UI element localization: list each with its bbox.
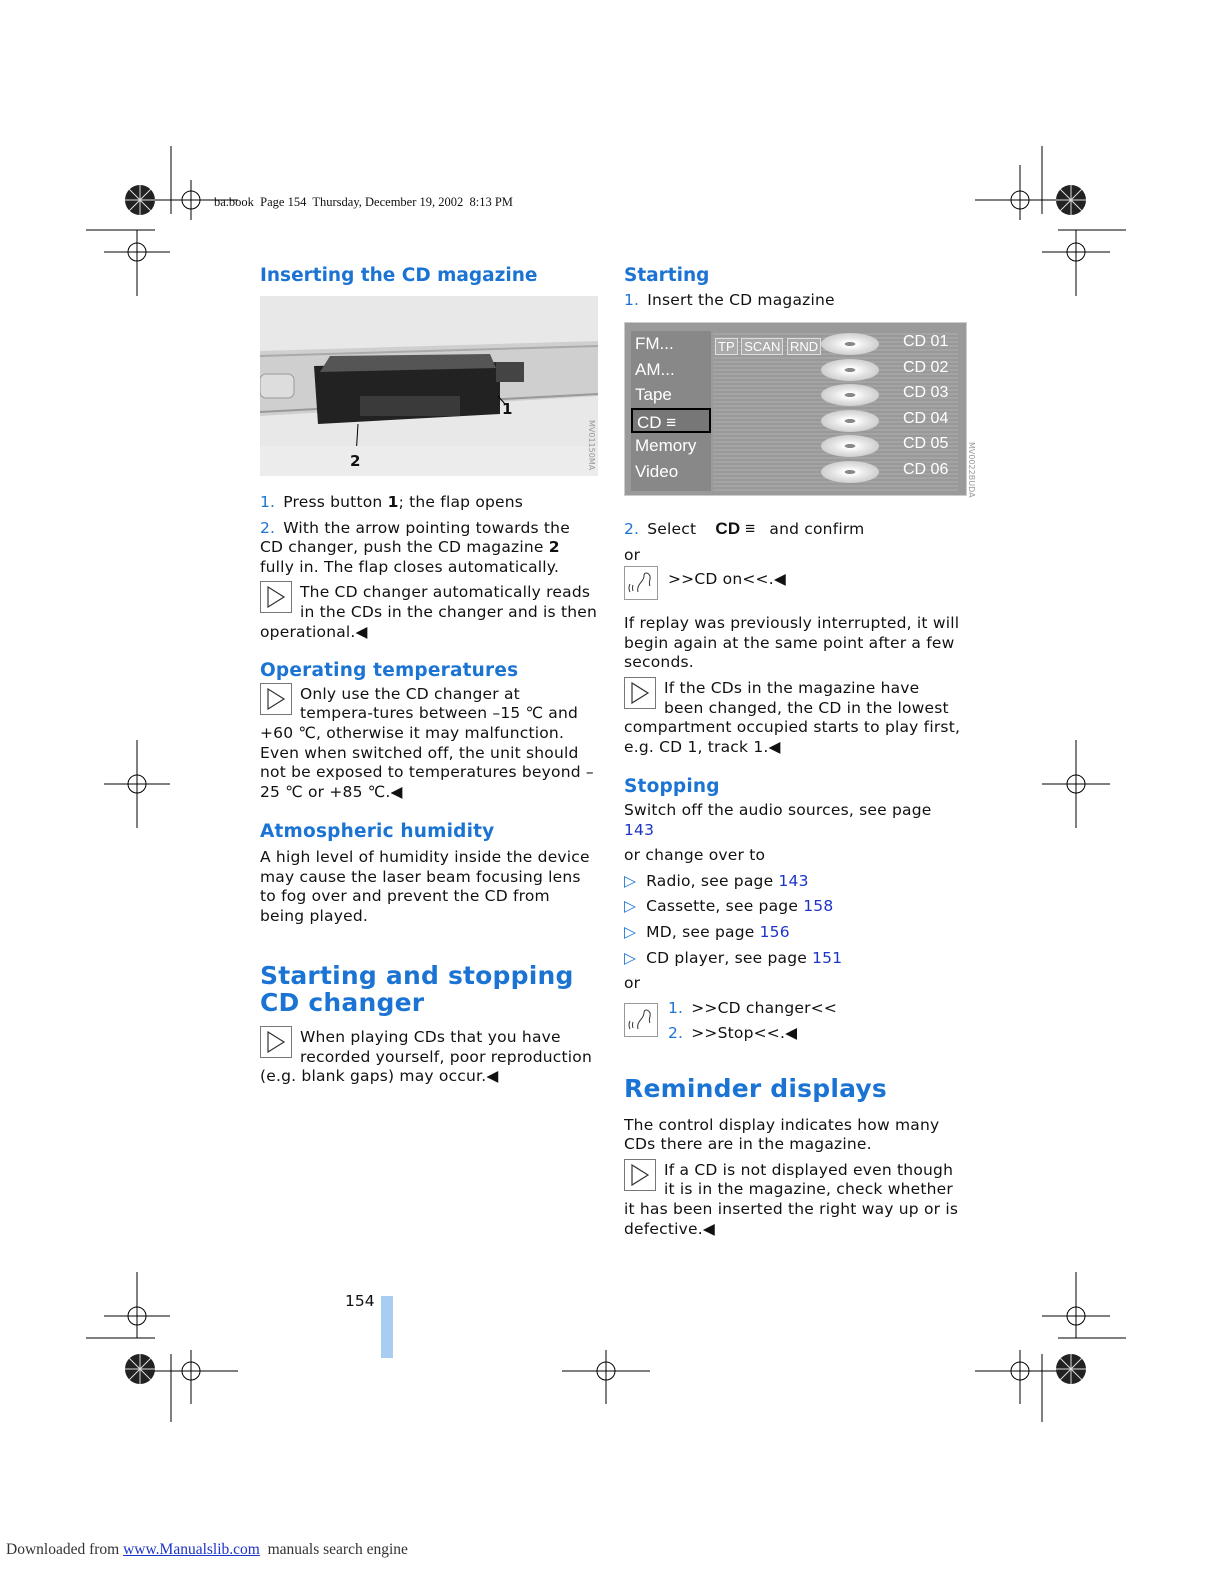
note-icon	[260, 581, 292, 613]
or-1: or	[624, 545, 641, 564]
right-step-1: 1. Insert the CD magazine	[624, 291, 835, 309]
voice-command-cd-on: >>CD on<<.◀	[624, 570, 964, 610]
section-title-stopping: Stopping	[624, 776, 720, 798]
bullet-arrow-icon: ▷	[624, 897, 637, 916]
section-title-starting-stopping: Starting and stopping CD changer	[260, 961, 574, 1018]
page-link[interactable]: 143	[624, 820, 655, 839]
voice-command-icon	[624, 1003, 658, 1037]
cd-row: CD 06	[713, 459, 958, 485]
tp-button: TP	[715, 338, 738, 355]
para-change-over: or change over to	[624, 846, 766, 865]
bullet-radio: ▷ Radio, see page 143	[624, 871, 809, 890]
control-display-screen	[624, 322, 967, 496]
note-not-displayed: If a CD is not displayed even though it is in the magazine, check whether it has been inserted the right way up or is defective.◀	[624, 1160, 959, 1238]
bullet-arrow-icon: ▷	[624, 871, 637, 890]
disc-icon	[821, 435, 879, 457]
bullet-cassette: ▷ Cassette, see page 158	[624, 897, 834, 916]
section-title-humidity: Atmospheric humidity	[260, 821, 495, 843]
section-title-inserting: Inserting the CD magazine	[260, 265, 538, 286]
section-title-temperatures: Operating temperatures	[260, 660, 519, 682]
voice-step-2: 2. >>Stop<<.◀	[668, 1024, 798, 1043]
note-auto-read: The CD changer automatically reads in the CDs in the changer and is then operational.◀	[260, 583, 598, 641]
disc-icon	[821, 333, 879, 355]
menu-item-memory: Memory	[635, 436, 697, 455]
step-2: 2. With the arrow pointing towards the CD changer, push the CD magazine 2 fully in. The flap closes automatically.	[260, 518, 570, 576]
bullet-arrow-icon: ▷	[624, 922, 637, 941]
para-reminder: The control display indicates how many CDs there are in the magazine.	[624, 1115, 940, 1154]
note-icon	[624, 677, 656, 709]
page-link[interactable]: 151	[812, 948, 843, 967]
figure-label-2: 2	[350, 452, 361, 470]
left-column-text	[260, 493, 598, 1087]
footer: Downloaded from www.Manualslib.com manuals search engine	[6, 1541, 408, 1558]
print-header: ba.book Page 154 Thursday, December 19, 2002 8:13 PM	[214, 195, 513, 209]
note-temperatures: Only use the CD changer at tempera-tures between –15 ℃ and +60 ℃, otherwise it may malfunction.	[260, 684, 579, 742]
bullet-arrow-icon: ▷	[624, 948, 637, 967]
screen-code: MV0022BUDA	[967, 442, 976, 498]
menu-item-video: Video	[635, 461, 679, 481]
cd-row: CD 05	[713, 433, 958, 459]
disc-icon	[821, 384, 879, 406]
section-title-starting: Starting	[624, 265, 710, 286]
para-switch-off: Switch off the audio sources, see page 143	[624, 800, 932, 839]
note-icon	[260, 683, 292, 715]
bullet-cd-player: ▷ CD player, see page 151	[624, 948, 843, 967]
disc-icon	[821, 461, 879, 483]
disc-icon	[821, 410, 879, 432]
step-1: 1. Press button 1; the flap opens	[260, 493, 524, 511]
disc-icon	[821, 359, 879, 381]
para-replay: If replay was previously interrupted, it will begin again at the same point after a few seconds.	[624, 614, 960, 672]
figure-code: MV01150MA	[587, 420, 596, 471]
scan-button: SCAN	[741, 338, 783, 355]
cd-list	[713, 331, 958, 491]
cd-row: CD 02	[713, 357, 958, 383]
menu-item-am: AM...	[635, 359, 675, 379]
page-tab-bar	[381, 1296, 393, 1358]
para-humidity: A high level of humidity inside the device may cause the laser beam focusing lens to fog over and prevent the CD from being played.	[260, 847, 590, 925]
or-2: or	[624, 974, 641, 993]
screen-menu	[631, 331, 711, 491]
manualslib-link[interactable]: www.Manualslib.com	[123, 1541, 260, 1558]
cd-row: CD 03	[713, 382, 958, 408]
note-icon	[260, 1026, 292, 1058]
menu-item-fm: FM...	[635, 334, 674, 353]
page-link[interactable]: 156	[759, 922, 790, 941]
cd-magazine-figure	[260, 296, 598, 476]
page-link[interactable]: 158	[803, 897, 834, 916]
note-lowest-cd: If the CDs in the magazine have been changed, the CD in the lowest compartment occupied starts to play first, e.g. CD 1, track 1.◀	[624, 678, 961, 756]
voice-command-stop	[624, 999, 964, 1049]
cd-row: CD 04	[713, 408, 958, 434]
menu-item-tape: Tape	[635, 385, 672, 404]
page-link[interactable]: 143	[778, 871, 809, 890]
rnd-button: RND	[787, 338, 821, 355]
menu-item-cd: CD ≡	[631, 408, 711, 434]
note-icon	[624, 1159, 656, 1191]
section-title-reminder: Reminder displays	[624, 1073, 887, 1103]
figure-label-1: 1	[502, 400, 513, 418]
bullet-md: ▷ MD, see page 156	[624, 922, 790, 941]
cd-menu-icon: CD ≡	[715, 519, 756, 538]
page-number: 154	[345, 1292, 375, 1310]
voice-command-icon	[624, 566, 658, 600]
note-own-cds: When playing CDs that you have recorded yourself, poor reproduction (e.g. blank gaps) may occur.◀	[260, 1028, 592, 1086]
right-step-2: 2. Select CD ≡ and confirm	[624, 519, 865, 538]
cd-row: CD 01	[713, 331, 958, 357]
right-column-text	[624, 519, 964, 1239]
voice-step-1: 1. >>CD changer<<	[668, 998, 838, 1017]
para-temperatures: Even when switched off, the unit should not be exposed to temperatures beyond –25 ℃ or +85 ℃.◀	[260, 743, 594, 801]
